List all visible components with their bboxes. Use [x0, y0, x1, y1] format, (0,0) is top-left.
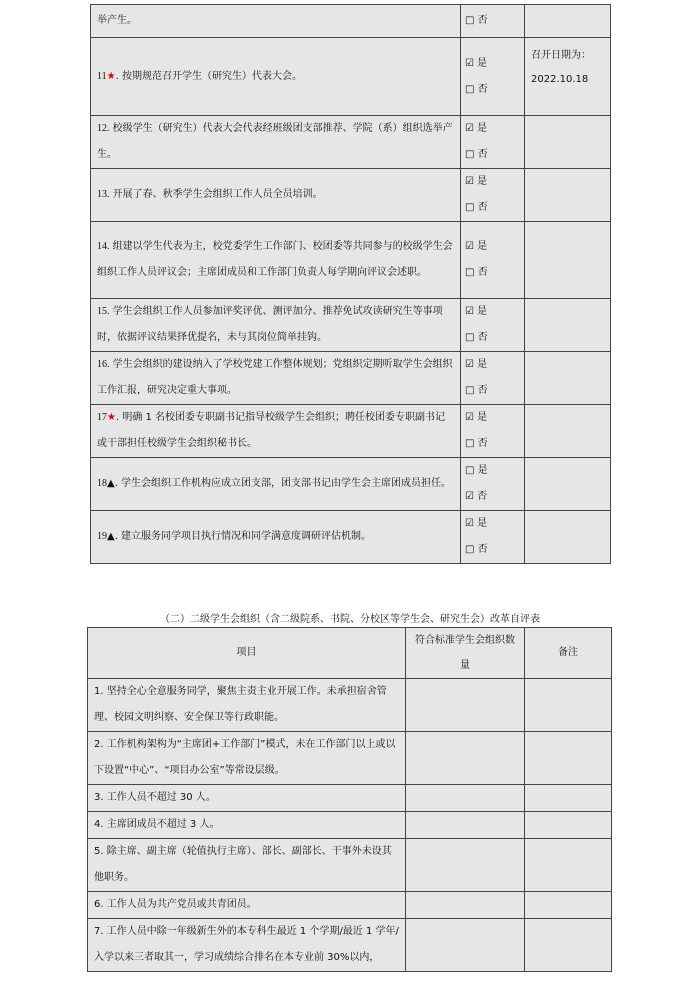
item-text: . 明确 1 名校团委专职副书记指导校级学生会组织；聘任校团委专职副书记或干部担任校级学生会组织秘书长。: [97, 412, 446, 449]
note-cell: [525, 919, 612, 972]
item-text-cell: 6. 工作人员为共产党员或共青团员。: [88, 892, 406, 919]
star-icon: ★: [106, 70, 116, 82]
option-label: 是: [477, 359, 488, 370]
item-text-cell: [91, 222, 461, 299]
options-cell: [461, 116, 525, 169]
item-text-cell: 7. 工作人员中除一年级新生外的本专科生最近 1 个学期/最近 1 学年/入学以来三者取其一，学习成绩综合排名在本专业前 30%以内，: [88, 919, 406, 972]
options-cell: [461, 5, 525, 38]
item-text: 学生会组织的建设纳入了学校党建工作整体规划；党组织定期听取学生会组织工作汇报，研究决定重大事项。: [97, 359, 453, 396]
item-number: 16.: [97, 359, 110, 370]
item-number: 18: [97, 478, 107, 489]
checked-box-icon[interactable]: ☑: [465, 241, 474, 252]
option-no[interactable]: [465, 431, 520, 457]
table-row: [88, 892, 612, 919]
options-cell: [461, 299, 525, 352]
item-text-cell: 3. 工作人员不超过 30 人。: [88, 785, 406, 812]
option-label: 是: [477, 123, 488, 134]
table-row: [91, 116, 611, 169]
option-no[interactable]: [465, 484, 520, 510]
checked-box-icon[interactable]: ☑: [465, 359, 474, 370]
unchecked-box-icon[interactable]: □: [465, 332, 475, 343]
option-label: 否: [477, 544, 488, 555]
item-text-cell: 1. 坚持全心全意服务同学，聚焦主责主业开展工作。未承担宿舍管理、校园文明纠察、安全保卫等行政职能。: [88, 679, 406, 732]
table-row: [88, 839, 612, 892]
checked-box-icon[interactable]: ☑: [465, 123, 474, 134]
item-text: . 学生会组织工作机构应成立团支部，团支部书记由学生会主席团成员担任。: [114, 478, 452, 489]
item-text: 组建以学生代表为主，校党委学生工作部门、校团委等共同参与的校级学生会组织工作人员评议会；主席团成员和工作部门负责人每学期向评议会述职。: [97, 241, 453, 278]
triangle-icon: ▲: [107, 531, 115, 542]
option-yes[interactable]: [465, 169, 520, 195]
table-row: [88, 785, 612, 812]
option-label: 是: [477, 241, 488, 252]
note-cell: [525, 511, 611, 564]
count-cell[interactable]: [406, 919, 525, 972]
triangle-icon: ▲: [107, 478, 115, 489]
note-cell: [525, 405, 611, 458]
option-label: 否: [477, 491, 488, 502]
item-text-cell: [91, 299, 461, 352]
item-text-cell: 4. 主席团成员不超过 3 人。: [88, 812, 406, 839]
header-count: 符合标准学生会组织数量: [406, 628, 525, 679]
option-yes[interactable]: [465, 299, 520, 325]
option-label: 是: [477, 57, 488, 69]
option-label: 否: [477, 149, 488, 160]
unchecked-box-icon[interactable]: □: [465, 267, 475, 278]
option-no[interactable]: [465, 378, 520, 404]
table-row: [91, 511, 611, 564]
option-label: 否: [477, 202, 488, 213]
option-no[interactable]: [465, 8, 520, 34]
checked-box-icon[interactable]: ☑: [465, 57, 474, 69]
option-label: 否: [477, 385, 488, 396]
note-cell: [525, 352, 611, 405]
option-yes[interactable]: [465, 405, 520, 431]
unchecked-box-icon[interactable]: □: [465, 15, 475, 26]
options-cell: [461, 405, 525, 458]
options-cell: [461, 352, 525, 405]
table-row: [88, 732, 612, 785]
note-cell: [525, 812, 612, 839]
table-row: [88, 812, 612, 839]
table-row: [91, 352, 611, 405]
option-no[interactable]: [465, 142, 520, 168]
header-note: 备注: [525, 628, 612, 679]
note-cell: [525, 679, 612, 732]
count-cell[interactable]: [406, 679, 525, 732]
item-number: 14.: [97, 241, 110, 252]
item-number: 19: [97, 531, 107, 542]
self-assessment-table-school: [90, 4, 611, 564]
checked-box-icon[interactable]: ☑: [465, 306, 474, 317]
option-label: 否: [477, 438, 488, 449]
note-cell: [525, 169, 611, 222]
checked-box-icon[interactable]: ☑: [465, 412, 474, 423]
note-cell: [525, 222, 611, 299]
option-no[interactable]: [465, 195, 520, 221]
item-text: . 建立服务同学项目执行情况和同学满意度调研评估机制。: [114, 531, 372, 542]
option-label: 否: [477, 15, 488, 26]
note-cell: [525, 892, 612, 919]
option-label: 是: [477, 412, 488, 423]
item-text-cell: [91, 38, 461, 116]
count-cell[interactable]: [406, 812, 525, 839]
item-text-cell: [91, 116, 461, 169]
item-text-cell: [91, 169, 461, 222]
option-label: 是: [477, 518, 488, 529]
table-row: [91, 38, 611, 116]
count-cell[interactable]: [406, 892, 525, 919]
option-label: 否: [477, 267, 488, 278]
option-yes[interactable]: [465, 458, 520, 484]
note-cell: [525, 839, 612, 892]
options-cell: [461, 169, 525, 222]
option-no[interactable]: [465, 260, 520, 286]
item-text: 学生会组织工作人员参加评奖评优、测评加分、推荐免试攻读研究生等事项时，依据评议结果择优提名，未与其岗位简单挂钩。: [97, 306, 443, 343]
note-cell: 召开日期为：2022.10.18: [525, 38, 611, 116]
table-row: [91, 5, 611, 38]
item-text-cell: 2. 工作机构架构为“主席团+工作部门”模式，未在工作部门以上或以下设置“中心”、“项目办公室”等常设层级。: [88, 732, 406, 785]
unchecked-box-icon[interactable]: □: [465, 83, 475, 95]
star-icon: ★: [107, 412, 116, 423]
table-row: [91, 299, 611, 352]
option-yes[interactable]: [465, 116, 520, 142]
header-item: 项目: [88, 628, 406, 679]
option-no[interactable]: [465, 537, 520, 563]
table-row: [91, 405, 611, 458]
option-no[interactable]: [465, 325, 520, 351]
table-header-row: [88, 628, 612, 679]
note-cell: [525, 5, 611, 38]
item-text-cell: 5. 除主席、副主席（轮值执行主席）、部长、副部长、干事外未设其他职务。: [88, 839, 406, 892]
option-yes[interactable]: [465, 511, 520, 537]
item-number: 12.: [97, 123, 110, 134]
table-row: [88, 919, 612, 972]
note-cell: [525, 458, 611, 511]
table2-title: （二）二级学生会组织（含二级院系、书院、分校区等学生会、研究生会）改革自评表: [160, 614, 540, 625]
item-text-cell: [91, 352, 461, 405]
option-no[interactable]: [465, 77, 520, 103]
count-cell[interactable]: [406, 785, 525, 812]
option-label: 是: [477, 465, 488, 476]
count-cell[interactable]: [406, 732, 525, 785]
item-text: 举产生。: [97, 15, 137, 26]
checked-box-icon[interactable]: ☑: [465, 176, 474, 187]
options-cell: [461, 38, 525, 116]
note-cell: [525, 116, 611, 169]
note-cell: [525, 785, 612, 812]
unchecked-box-icon[interactable]: □: [465, 438, 475, 449]
note-cell: [525, 732, 612, 785]
table-row: [88, 679, 612, 732]
item-text-cell: [91, 5, 461, 38]
option-yes[interactable]: [465, 51, 520, 77]
option-label: 否: [477, 332, 488, 343]
item-text: . 按期规范召开学生（研究生）代表大会。: [115, 70, 302, 82]
item-text: 开展了春、秋季学生会组织工作人员全员培训。: [109, 189, 323, 200]
checked-box-icon[interactable]: ☑: [465, 518, 474, 529]
options-cell: [461, 222, 525, 299]
option-yes[interactable]: [465, 234, 520, 260]
count-cell[interactable]: [406, 839, 525, 892]
unchecked-box-icon[interactable]: □: [465, 465, 475, 476]
unchecked-box-icon[interactable]: □: [465, 544, 475, 555]
item-number: 13.: [97, 189, 110, 200]
item-text-cell: [91, 458, 461, 511]
options-cell: [461, 511, 525, 564]
options-cell: [461, 458, 525, 511]
option-label: 否: [477, 83, 488, 95]
item-text: 校级学生（研究生）代表大会代表经班级团支部推荐、学院（系）组织选举产生。: [97, 123, 453, 160]
checked-box-icon[interactable]: ☑: [465, 491, 474, 502]
table-row: [91, 169, 611, 222]
option-yes[interactable]: [465, 352, 520, 378]
item-number: 11: [97, 70, 107, 82]
unchecked-box-icon[interactable]: □: [465, 149, 475, 160]
item-number: 17: [97, 412, 107, 423]
table-row: [91, 458, 611, 511]
unchecked-box-icon[interactable]: □: [465, 202, 475, 213]
item-text-cell: [91, 511, 461, 564]
note-cell: [525, 299, 611, 352]
unchecked-box-icon[interactable]: □: [465, 385, 475, 396]
table-row: [91, 222, 611, 299]
option-label: 是: [477, 176, 488, 187]
item-number: 15.: [97, 306, 110, 317]
option-label: 是: [477, 306, 488, 317]
self-assessment-table-secondary: [87, 627, 612, 972]
item-text-cell: [91, 405, 461, 458]
